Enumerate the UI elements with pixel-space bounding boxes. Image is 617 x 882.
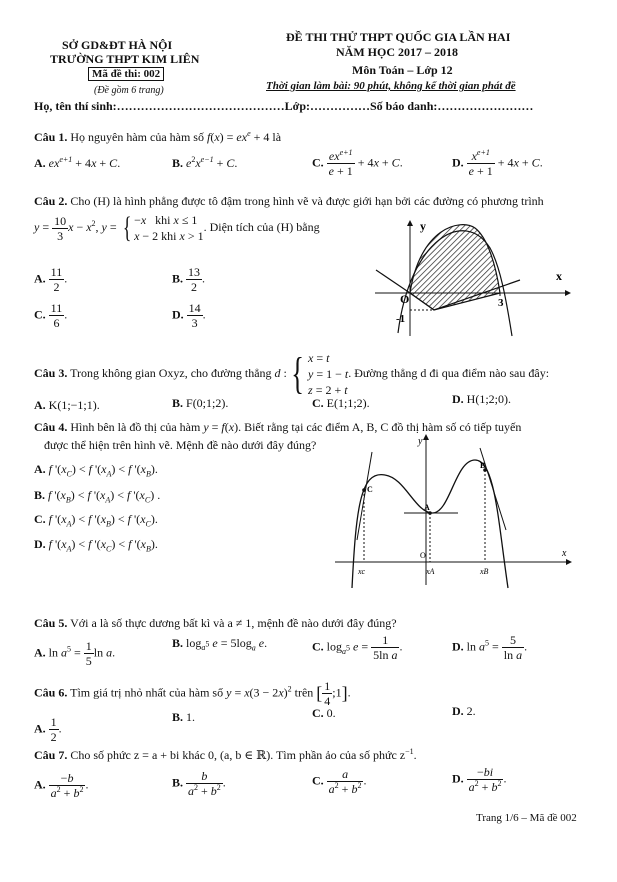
q7-option-b[interactable]: B. $\frac{b}{a^2 + b^2}$ . [172,769,226,798]
q5-option-a[interactable]: A. $\ln a^5$ = $\frac{1}{5}$ ln a. [34,639,116,668]
q7-option-a[interactable]: A. $\frac{-b}{a^2 + b^2}$ . [34,771,89,800]
q7-option-c[interactable]: C. $\frac{a}{a^2 + b^2}$ . [312,767,367,796]
school-year: NĂM HỌC 2017 – 2018 [336,45,458,59]
q4-option-b[interactable]: B. f '$(x_B) < f$ '$(x_A) < f$ '$(x_C)$ . [34,488,161,505]
q2-x3-label: 3 [498,297,504,309]
q4-option-c[interactable]: C. f '$(x_A) < f$ '$(x_B) < f$ '$(x_C)$. [34,512,158,529]
q6-option-b[interactable]: B. 1. [172,710,196,724]
q1-option-a[interactable]: A. $ex^{e+1} + 4x + C$. [34,155,121,170]
q5-option-d[interactable]: D. $\ln a^5$ = $\frac{5}{\text{ln a}}$ . [452,633,528,662]
q2-option-a[interactable]: A. $\frac{11}{2}$ . [34,265,68,294]
q4-label-xc: xc [358,567,366,576]
q4-stem-2: được thể hiện trên hình vẽ. Mệnh đề nào dưới đây đúng? [44,438,317,452]
subject: Môn Toán – Lớp 12 [352,63,453,77]
q5-stem: Câu 5. Với a là số thực dương bất kì và a ≠ 1, mệnh đề nào dưới đây đúng? [34,616,397,630]
dept-name: SỞ GD&ĐT HÀ NỘI [62,38,173,52]
q4-label-a: A [424,503,430,512]
page-footer: Trang 1/6 – Mã đề 002 [476,812,577,824]
q2-x-label: x [556,269,562,283]
q3-option-d[interactable]: D. H(1;2;0). [452,392,511,406]
q2-option-d[interactable]: D. $\frac{14}{3}$ . [172,301,206,330]
q2-origin-label: O [400,292,410,306]
q4-label-y: y [418,436,423,447]
q2-stem: Câu 2. Cho (H) là hình phẳng được tô đậm trong hình vẽ và được giới hạn bởi các đường có phương trình [34,194,544,208]
q2-option-b[interactable]: B. $\frac{13}{2}$ . [172,265,206,294]
q6-option-d[interactable]: D. 2. [452,704,476,718]
q6-option-a[interactable]: A. $\frac{1}{2}$ . [34,715,62,744]
q4-label-xb: xB [480,567,489,576]
q4-label-c: C [367,485,373,494]
q7-option-d[interactable]: D. $\frac{-bi}{a^2 + b^2}$ . [452,765,507,794]
q1-option-c[interactable]: C. $\frac{ex^{e+1}}{e + 1}$ + 4x + C. [312,148,403,178]
q5-option-b[interactable]: B. $\log_{a^5} e = 5\log_a$ e. [172,636,268,653]
q6-stem: Câu 6. Tìm giá trị nhỏ nhất của hàm số $y = x(3 - 2x)^2$ trên [ $\frac{1}{4}$ ;1]. [34,679,351,708]
q4-label-o: O [420,551,426,560]
q4-stem: Câu 4. Hình bên là đồ thị của hàm y = f(x). Biết rằng tại các điểm A, B, C đồ thị hàm số có tiếp tuyến [34,420,522,434]
q2-graph [370,218,575,338]
q7-stem: Câu 7. Cho số phức z = a + bi khác 0, (a, b ∈ ℝ). Tìm phần ảo của số phức $z^{-1}$. [34,747,417,762]
q3-option-a[interactable]: A. K(1;−1;1). [34,398,100,412]
q2-ym1-label: -1 [396,313,406,325]
q4-option-a[interactable]: A. f '$(x_C) < f$ '$(x_A) < f$ '$(x_B)$. [34,462,158,479]
school-name: TRƯỜNG THPT KIM LIÊN [50,52,200,66]
q2-shaded-region [410,225,500,310]
q4-label-xa: xA [426,567,435,576]
exam-title: ĐỀ THI THỬ THPT QUỐC GIA LẦN HAI [286,30,511,44]
q4-label-b: B [480,461,486,470]
q2-y-label: y [420,219,426,233]
exam-code: Mã đề thi: 002 [88,67,164,81]
time-limit: Thời gian làm bài: 90 phút, không kể thời gian phát đề [266,80,516,92]
q4-label-x: x [562,548,567,559]
q1-stem: Câu 1. Họ nguyên hàm của hàm số $f(x) = ex^e + 4$ là [34,129,282,144]
q2-option-c[interactable]: C. $\frac{11}{6}$ . [34,301,68,330]
q1-option-b[interactable]: B. $e^2x^{e-1} + C$. [172,155,238,170]
q5-option-c[interactable]: C. $\log_{a^5} e$ = $\frac{1}{\text{5ln a}}$ . [312,633,403,662]
student-info-line: Họ, tên thí sinh:……………………………………Lớp:……………Số báo danh:…………………… [34,99,534,113]
q3-stem: Câu 3. Trong không gian Oxyz, cho đường thẳng d :{ x = t y = 1 − t z = 2 + t. Đường thẳng d đi qua điểm nào sau đây: [34,349,550,398]
q3-option-c[interactable]: C. E(1;1;2). [312,396,370,410]
page-count: (Đề gồm 6 trang) [94,85,164,96]
q2-equations: y = $\frac{10}{3}$ $x - x^2$, y = { −x khi x ≤ 1 x − 2 khi x > 1. Diện tích của (H) bằng [34,211,320,244]
q6-option-c[interactable]: C. 0. [312,706,336,720]
q4-option-d[interactable]: D. f '$(x_A) < f$ '$(x_C) < f$ '$(x_B)$. [34,537,158,554]
q1-option-d[interactable]: D. $\frac{x^{e+1}}{e + 1}$ + 4x + C. [452,148,543,178]
q4-graph [330,430,575,590]
q3-option-b[interactable]: B. F(0;1;2). [172,396,229,410]
